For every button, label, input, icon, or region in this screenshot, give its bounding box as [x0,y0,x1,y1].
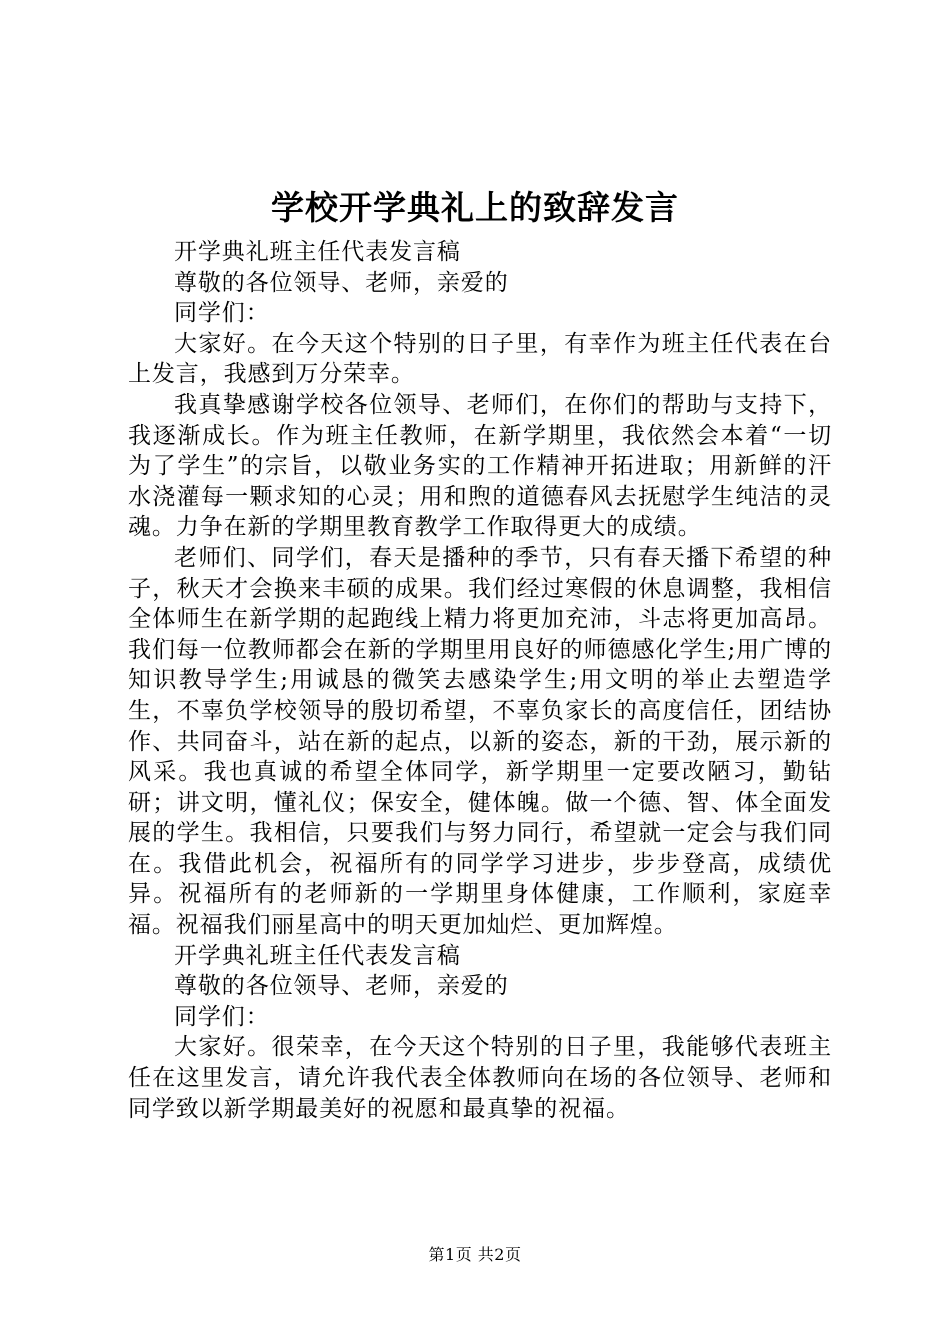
paragraph-salutation: 尊敬的各位领导、老师，亲爱的 [174,973,509,1000]
paragraph-greeting: 大家好。很荣幸，在今天这个特别的日子里，我能够代表班主任在这里发言，请允许我代表全体教师向在场的各位领导、老师和同学致以新学期最美好的祝愿和最真挚的祝福。 [128,1034,832,1122]
document-body [128,237,832,1124]
paragraph-greeting: 大家好。在今天这个特别的日子里，有幸作为班主任代表在台上发言，我感到万分荣幸。 [128,330,832,388]
paragraph-body: 老师们、同学们，春天是播种的季节，只有春天播下希望的种子，秋天才会换来丰硕的成果。我们经过寒假的休息调整，我相信全体师生在新学期的起跑线上精力将更加充沛，斗志将更加高昂。我们每一位教师都会在新的学期里用良好的师德感化学生;用广博的知识教导学生;用诚恳的微笑去感染学生;用文明的举止去塑造学生，不辜负学校领导的殷切希望，不辜负家长的高度信任，团结协作、共同奋斗，站在新的起点，以新的姿态，新的干劲，展示新的风采。我也真诚的希望全体同学，新学期里一定要改陋习，勤钻研；讲文明，懂礼仪；保安全，健体魄。做一个德、智、体全面发展的学生。我相信，只要我们与努力同行，希望就一定会与我们同在。我借此机会，祝福所有的同学学习进步，步步登高，成绩优异。祝福所有的老师新的一学期里身体健康，工作顺利，家庭幸福。祝福我们丽星高中的明天更加灿烂、更加辉煌。 [128,544,832,939]
paragraph-salutation: 尊敬的各位领导、老师，亲爱的 [174,269,509,296]
paragraph-salutation-cont: 同学们： [174,300,270,327]
paragraph-heading: 开学典礼班主任代表发言稿 [174,942,461,969]
document-title: 学校开学典礼上的致辞发言 [271,188,679,227]
paragraph-body: 我真挚感谢学校各位领导、老师们，在你们的帮助与支持下，我逐渐成长。作为班主任教师，在新学期里，我依然会本着“一切为了学生”的宗旨，以敬业务实的工作精神开拓进取；用新鲜的汗水浇灌每一颗求知的心灵；用和煦的道德春风去抚慰学生纯洁的灵魂。力争在新的学期里教育教学工作取得更大的成绩。 [128,391,832,541]
paragraph-salutation-cont: 同学们： [174,1003,270,1030]
page-number-footer: 第1页 共2页 [428,1245,522,1264]
paragraph-heading: 开学典礼班主任代表发言稿 [174,239,461,265]
